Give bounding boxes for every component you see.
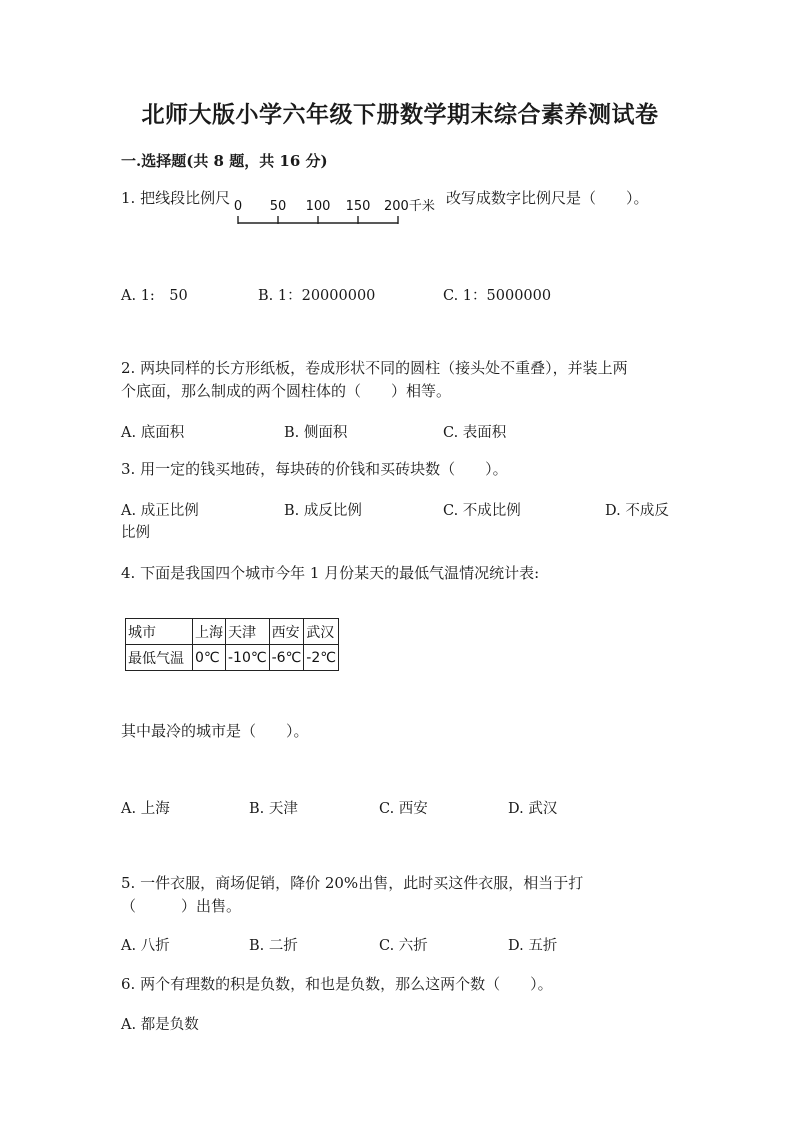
option-b[interactable]: B. 二折 bbox=[249, 938, 298, 954]
option-d[interactable]: D. 五折 bbox=[508, 938, 558, 954]
table-row bbox=[126, 645, 339, 671]
option-d[interactable]: D. 不成反 bbox=[605, 503, 669, 519]
option-b[interactable]: B. 侧面积 bbox=[284, 425, 348, 441]
q1-stem-before: 1. 把线段比例尺 bbox=[121, 189, 231, 207]
option-c[interactable]: C. 不成比例 bbox=[443, 503, 521, 519]
q4-question: 其中最冷的城市是（ ）。 bbox=[121, 722, 309, 740]
table-cell: 西安 bbox=[269, 619, 304, 645]
table-cell: 上海 bbox=[193, 619, 226, 645]
page-title: 北师大版小学六年级下册数学期末综合素养测试卷 bbox=[141, 101, 659, 128]
q5-stem-line2: （ ）出售。 bbox=[121, 897, 242, 915]
temperature-table bbox=[125, 618, 339, 671]
option-a[interactable]: A. 底面积 bbox=[121, 425, 185, 441]
line-scale-figure bbox=[232, 192, 452, 230]
option-a[interactable]: A. 都是负数 bbox=[121, 1017, 199, 1033]
table-cell: 0℃ bbox=[193, 645, 226, 671]
table-cell: 城市 bbox=[126, 619, 193, 645]
option-a[interactable]: A. 成正比例 bbox=[121, 503, 199, 519]
q1-stem-after: 改写成数字比例尺是（ ）。 bbox=[446, 189, 649, 207]
table-cell: 武汉 bbox=[304, 619, 339, 645]
option-b[interactable]: B. 1：20000000 bbox=[258, 288, 376, 304]
table-cell: -10℃ bbox=[226, 645, 270, 671]
scale-tick-label: 0 bbox=[233, 199, 243, 214]
q2-stem-line1: 2. 两块同样的长方形纸板，卷成形状不同的圆柱（接头处不重叠），并装上两 bbox=[121, 359, 628, 377]
option-a[interactable]: A. 八折 bbox=[121, 938, 170, 954]
scale-tick-label: 50 bbox=[269, 199, 287, 214]
option-b[interactable]: B. 成反比例 bbox=[284, 503, 362, 519]
table-cell: -2℃ bbox=[304, 645, 339, 671]
option-b[interactable]: B. 天津 bbox=[249, 801, 298, 817]
option-c[interactable]: C. 西安 bbox=[379, 801, 428, 817]
scale-tick-label: 100 bbox=[305, 199, 331, 214]
option-a[interactable]: A. 1: 50 bbox=[121, 288, 188, 304]
scale-tick-label: 150 bbox=[345, 199, 371, 214]
option-d[interactable]: D. 武汉 bbox=[508, 801, 558, 817]
table-header-row bbox=[126, 619, 339, 645]
table-cell: -6℃ bbox=[269, 645, 304, 671]
scale-tick-label: 200千米 bbox=[384, 199, 435, 214]
option-c[interactable]: C. 1：5000000 bbox=[443, 288, 552, 304]
option-c[interactable]: C. 表面积 bbox=[443, 425, 507, 441]
q6-stem: 6. 两个有理数的积是负数，和也是负数，那么这两个数（ ）。 bbox=[121, 975, 553, 993]
table-cell: 最低气温 bbox=[126, 645, 193, 671]
option-a[interactable]: A. 上海 bbox=[121, 801, 170, 817]
section-heading: 一.选择题(共 8 题，共 16 分) bbox=[121, 152, 328, 170]
q2-stem-line2: 个底面，那么制成的两个圆柱体的（ ）相等。 bbox=[121, 382, 452, 400]
q5-stem-line1: 5. 一件衣服，商场促销，降价 20%出售，此时买这件衣服，相当于打 bbox=[121, 874, 584, 892]
q4-stem: 4. 下面是我国四个城市今年 1 月份某天的最低气温情况统计表: bbox=[121, 564, 540, 582]
table-cell: 天津 bbox=[226, 619, 270, 645]
option-c[interactable]: C. 六折 bbox=[379, 938, 428, 954]
option-d-wrap: 比例 bbox=[121, 525, 150, 541]
q3-stem: 3. 用一定的钱买地砖，每块砖的价钱和买砖块数（ ）。 bbox=[121, 460, 508, 478]
